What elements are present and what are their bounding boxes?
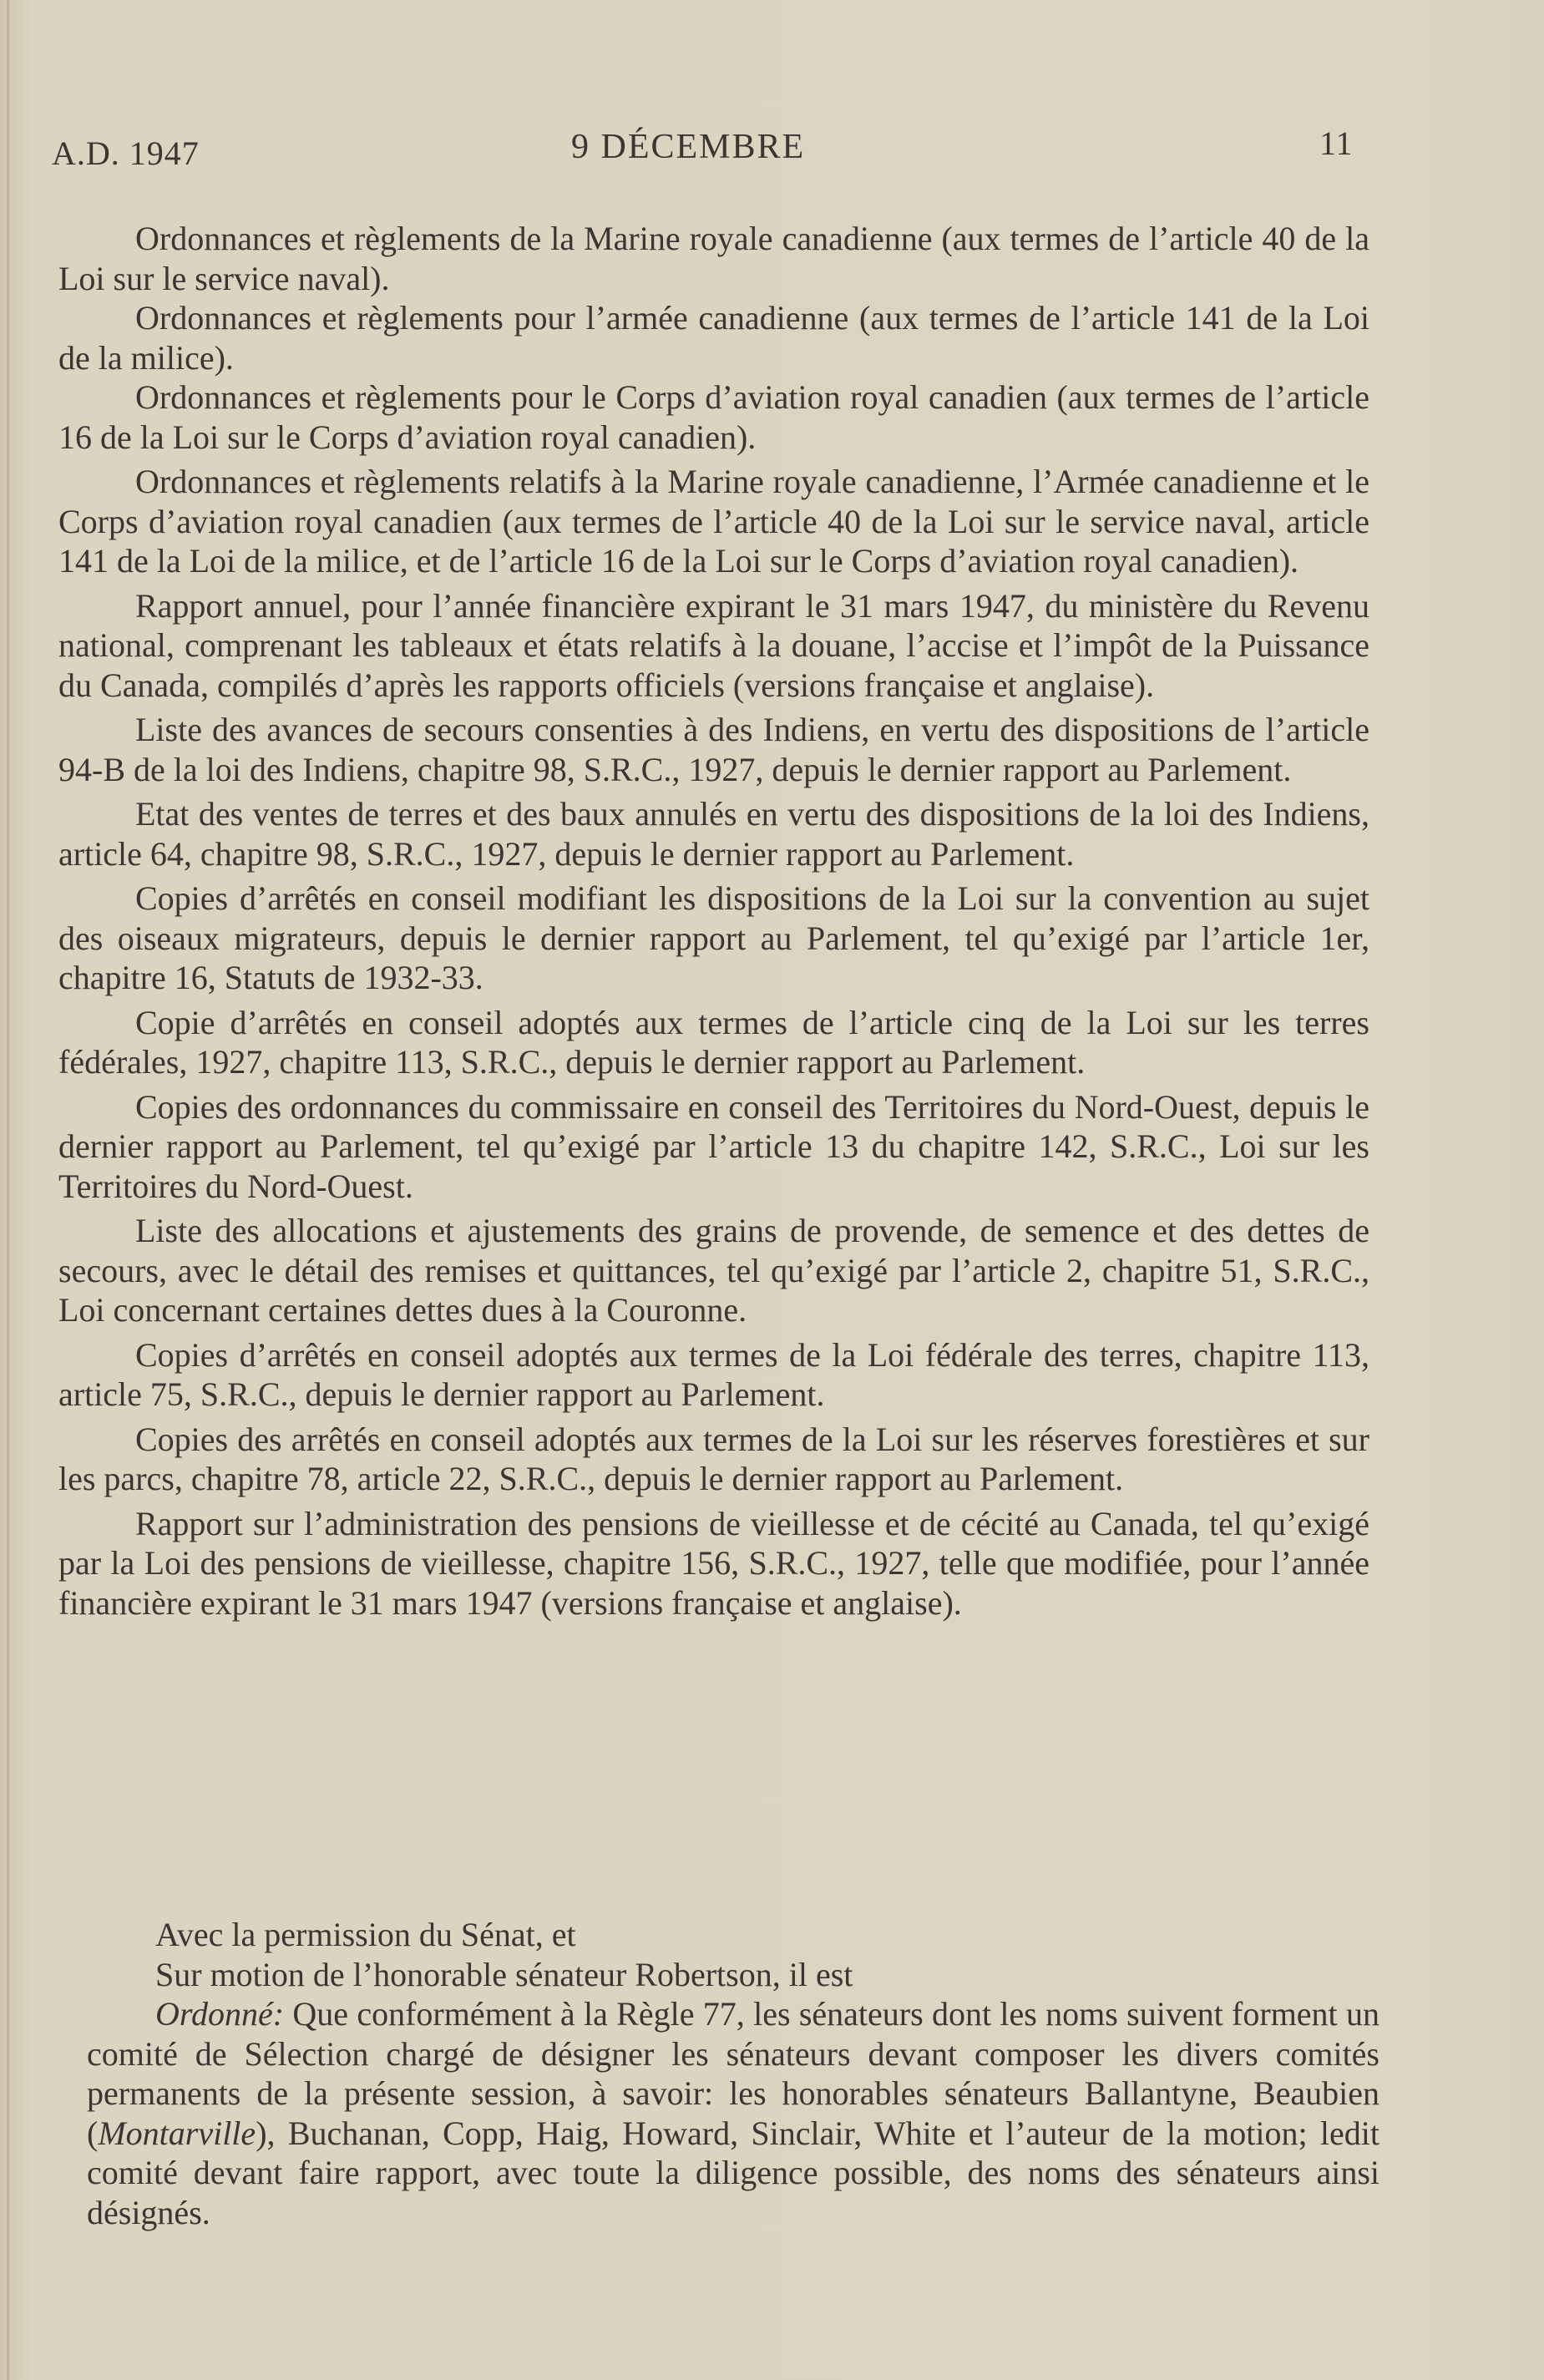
- list-item: Ordonnances et règlements pour le Corps d’aviation royal canadien (aux termes de l’article 16 de la Loi sur le Corps d’aviation royal canadien).: [58, 378, 1369, 456]
- order-text-start: Que conformément à la Règle 77, les sénateurs dont les noms suivent forment un comité de Sélection chargé de désigner les sénateurs devant composer les divers comités permanents de la présente session, à savoir: les honorables sénateurs Ballantyne, Beaubien (: [87, 1995, 1379, 2152]
- binding-edge: [7, 0, 9, 2380]
- list-item: Copies d’arrêtés en conseil adoptés aux termes de la Loi fédérale des terres, chapitre 113, article 75, S.R.C., depuis le dernier rapport au Parlement.: [58, 1335, 1369, 1413]
- documents-list: [58, 219, 1369, 1623]
- page-number: 11: [1319, 124, 1354, 162]
- header-year: A.D. 1947: [52, 134, 200, 172]
- motion-mover: Sur motion de l’honorable sénateur Robertson, il est: [155, 1955, 853, 1993]
- motion-order: [87, 1994, 1379, 2232]
- order-text-italic: Montarville: [98, 2114, 256, 2152]
- list-item: Copies d’arrêtés en conseil modifiant les dispositions de la Loi sur la convention au sujet des oiseaux migrateurs, depuis le dernier rapport au Parlement, tel qu’exigé par l’article 1er, chapitre 16, Statuts de 1932-33.: [58, 879, 1369, 996]
- list-item: Rapport sur l’administration des pensions de vieillesse et de cécité au Canada, tel qu’exigé par la Loi des pensions de vieillesse, chapitre 156, S.R.C., 1927, telle que modifiée, pour l’année financière expirant le 31 mars 1947 (versions française et anglaise).: [58, 1504, 1369, 1622]
- list-item: Ordonnances et règlements pour l’armée canadienne (aux termes de l’article 141 de la Loi de la milice).: [58, 299, 1369, 377]
- list-item: Copie d’arrêtés en conseil adoptés aux termes de l’article cinq de la Loi sur les terres fédérales, 1927, chapitre 113, S.R.C., depuis le dernier rapport au Parlement.: [58, 1003, 1369, 1081]
- motion-section: [87, 1915, 1379, 2232]
- list-item: Ordonnances et règlements de la Marine royale canadienne (aux termes de l’article 40 de la Loi sur le service naval).: [58, 220, 1369, 297]
- list-item: Copies des ordonnances du commissaire en conseil des Territoires du Nord-Ouest, depuis le dernier rapport au Parlement, tel qu’exigé par l’article 13 du chapitre 142, S.R.C., Loi sur les Territoires du Nord-Ouest.: [58, 1087, 1369, 1205]
- order-text-end: ), Buchanan, Copp, Haig, Howard, Sinclair, White et l’auteur de la motion; ledit comité devant faire rapport, avec toute la diligence possible, des noms des sénateurs ainsi désignés.: [87, 2114, 1379, 2231]
- list-item: Copies des arrêtés en conseil adoptés aux termes de la Loi sur les réserves forestières et sur les parcs, chapitre 78, article 22, S.R.C., depuis le dernier rapport au Parlement.: [58, 1420, 1369, 1497]
- list-item: Rapport annuel, pour l’année financière expirant le 31 mars 1947, du ministère du Revenu national, comprenant les tableaux et états relatifs à la douane, l’accise et l’impôt de la Puissance du Canada, compilés d’après les rapports officiels (versions française et anglaise).: [58, 586, 1369, 704]
- running-header: [52, 124, 1354, 174]
- list-item: Ordonnances et règlements relatifs à la Marine royale canadienne, l’Armée canadienne et le Corps d’aviation royal canadien (aux termes de l’article 40 de la Loi sur le service naval, article 141 de la Loi de la milice, et de l’article 16 de la Loi sur le Corps d’aviation royal canadien).: [58, 463, 1369, 580]
- header-date: 9 DÉCEMBRE: [571, 128, 806, 166]
- list-item: Liste des avances de secours consenties à des Indiens, en vertu des dispositions de l’article 94-B de la loi des Indiens, chapitre 98, S.R.C., 1927, depuis le dernier rapport au Parlement.: [58, 711, 1369, 788]
- motion-permission: Avec la permission du Sénat, et: [155, 1916, 576, 1953]
- order-label: Ordonné:: [155, 1995, 285, 2033]
- list-item: Liste des allocations et ajustements des grains de provende, de semence et des dettes de secours, avec le détail des remises et quittances, tel qu’exigé par l’article 2, chapitre 51, S.R.C., Loi concernant certaines dettes dues à la Couronne.: [58, 1212, 1369, 1329]
- list-item: Etat des ventes de terres et des baux annulés en vertu des dispositions de la loi des Indiens, article 64, chapitre 98, S.R.C., 1927, depuis le dernier rapport au Parlement.: [58, 795, 1369, 873]
